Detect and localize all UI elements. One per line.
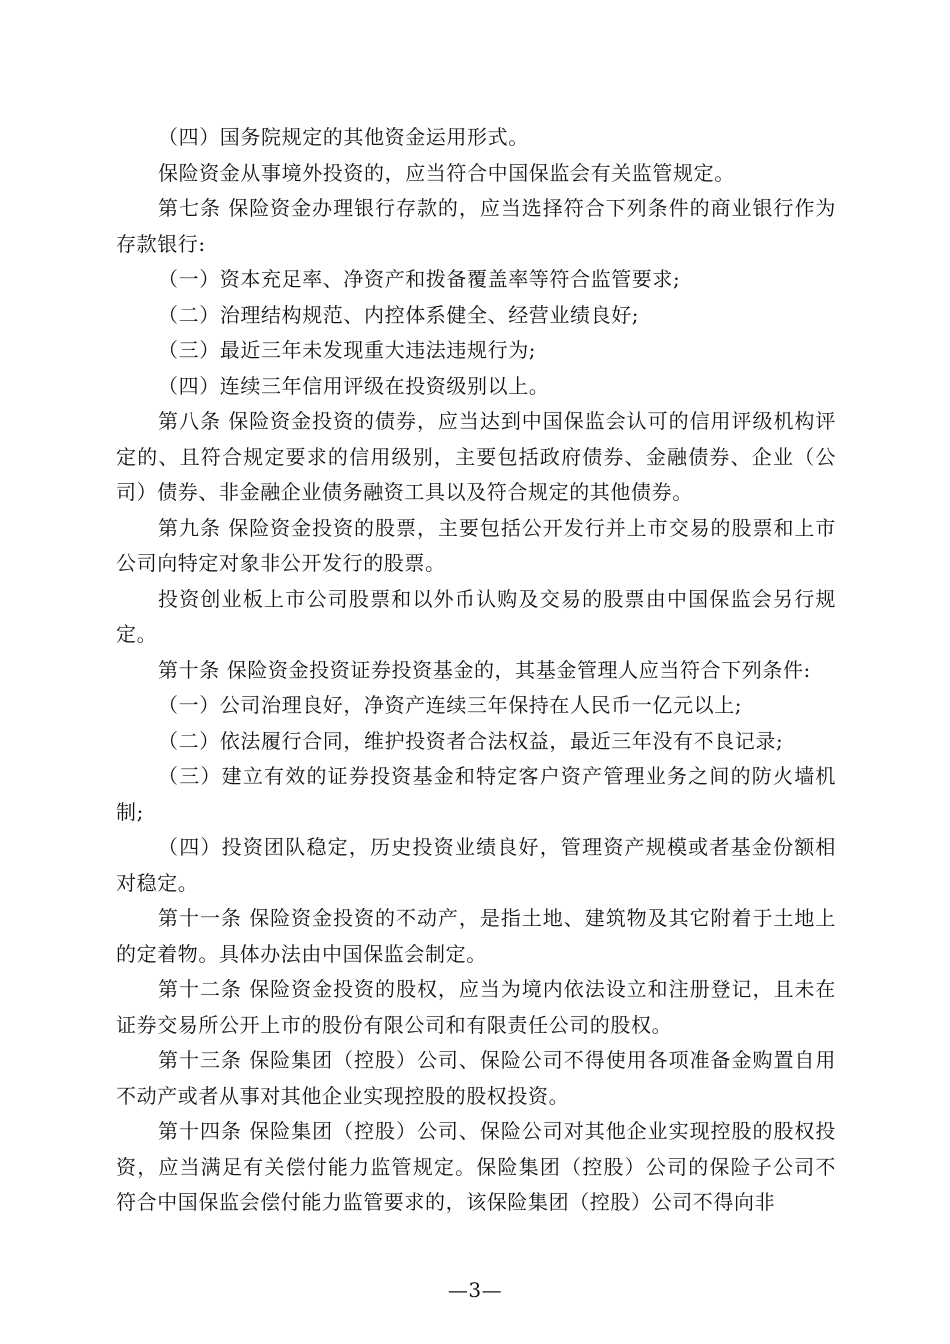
paragraph-clause-6-item-4: （四）国务院规定的其他资金运用形式。 (158, 125, 529, 149)
document-body (116, 120, 836, 1221)
paragraph-overseas-investment: 保险资金从事境外投资的，应当符合中国保监会有关监管规定。 (158, 160, 735, 185)
paragraph-article-10-item-3: （三）建立有效的证券投资基金和特定客户资产管理业务之间的防火墙机制; (116, 764, 836, 824)
paragraph-article-10-item-1: （一）公司治理良好，净资产连续三年保持在人民币一亿元以上; (158, 693, 743, 717)
paragraph-article-9: 第九条 保险资金投资的股票，主要包括公开发行并上市交易的股票和上市公司向特定对象非公开发行的股票。 (116, 515, 836, 575)
paragraph-article-11: 第十一条 保险资金投资的不动产，是指土地、建筑物及其它附着于土地上的定着物。具体办法由中国保监会制定。 (116, 906, 836, 966)
paragraph-article-8: 第八条 保险资金投资的债券，应当达到中国保监会认可的信用评级机构评定的、且符合规定要求的信用级别，主要包括政府债券、金融债券、企业（公司）债券、非金融企业债务融资工具以及符合规定的其他债券。 (116, 409, 836, 504)
paragraph-article-7: 第七条 保险资金办理银行存款的，应当选择符合下列条件的商业银行作为存款银行: (116, 196, 836, 256)
paragraph-article-14: 第十四条 保险集团（控股）公司、保险公司对其他企业实现控股的股权投资，应当满足有关偿付能力监管规定。保险集团（控股）公司的保险子公司不符合中国保监会偿付能力监管要求的，该保险集团（控股）公司不得向非 (116, 1119, 836, 1214)
paragraph-article-7-item-3: （三）最近三年未发现重大违法违规行为; (158, 338, 537, 362)
page-number: —3— (447, 1278, 503, 1302)
paragraph-article-12: 第十二条 保险资金投资的股权，应当为境内依法设立和注册登记，且未在证券交易所公开上市的股份有限公司和有限责任公司的股权。 (116, 977, 836, 1037)
paragraph-article-7-item-4: （四）连续三年信用评级在投资级别以上。 (158, 373, 550, 398)
paragraph-article-7-item-1: （一）资本充足率、净资产和拨备覆盖率等符合监管要求; (158, 267, 681, 291)
paragraph-article-7-item-2: （二）治理结构规范、内控体系健全、经营业绩良好; (158, 302, 640, 327)
paragraph-article-10-item-2: （二）依法履行合同，维护投资者合法权益，最近三年没有不良记录; (158, 728, 784, 753)
paragraph-article-10-item-4: （四）投资团队稳定，历史投资业绩良好，管理资产规模或者基金份额相对稳定。 (116, 835, 836, 895)
paragraph-article-10: 第十条 保险资金投资证券投资基金的，其基金管理人应当符合下列条件: (158, 657, 811, 682)
paragraph-article-13: 第十三条 保险集团（控股）公司、保险公司不得使用各项准备金购置自用不动产或者从事对其他企业实现控股的股权投资。 (116, 1048, 836, 1108)
paragraph-article-9-growth-board: 投资创业板上市公司股票和以外币认购及交易的股票由中国保监会另行规定。 (116, 586, 836, 646)
